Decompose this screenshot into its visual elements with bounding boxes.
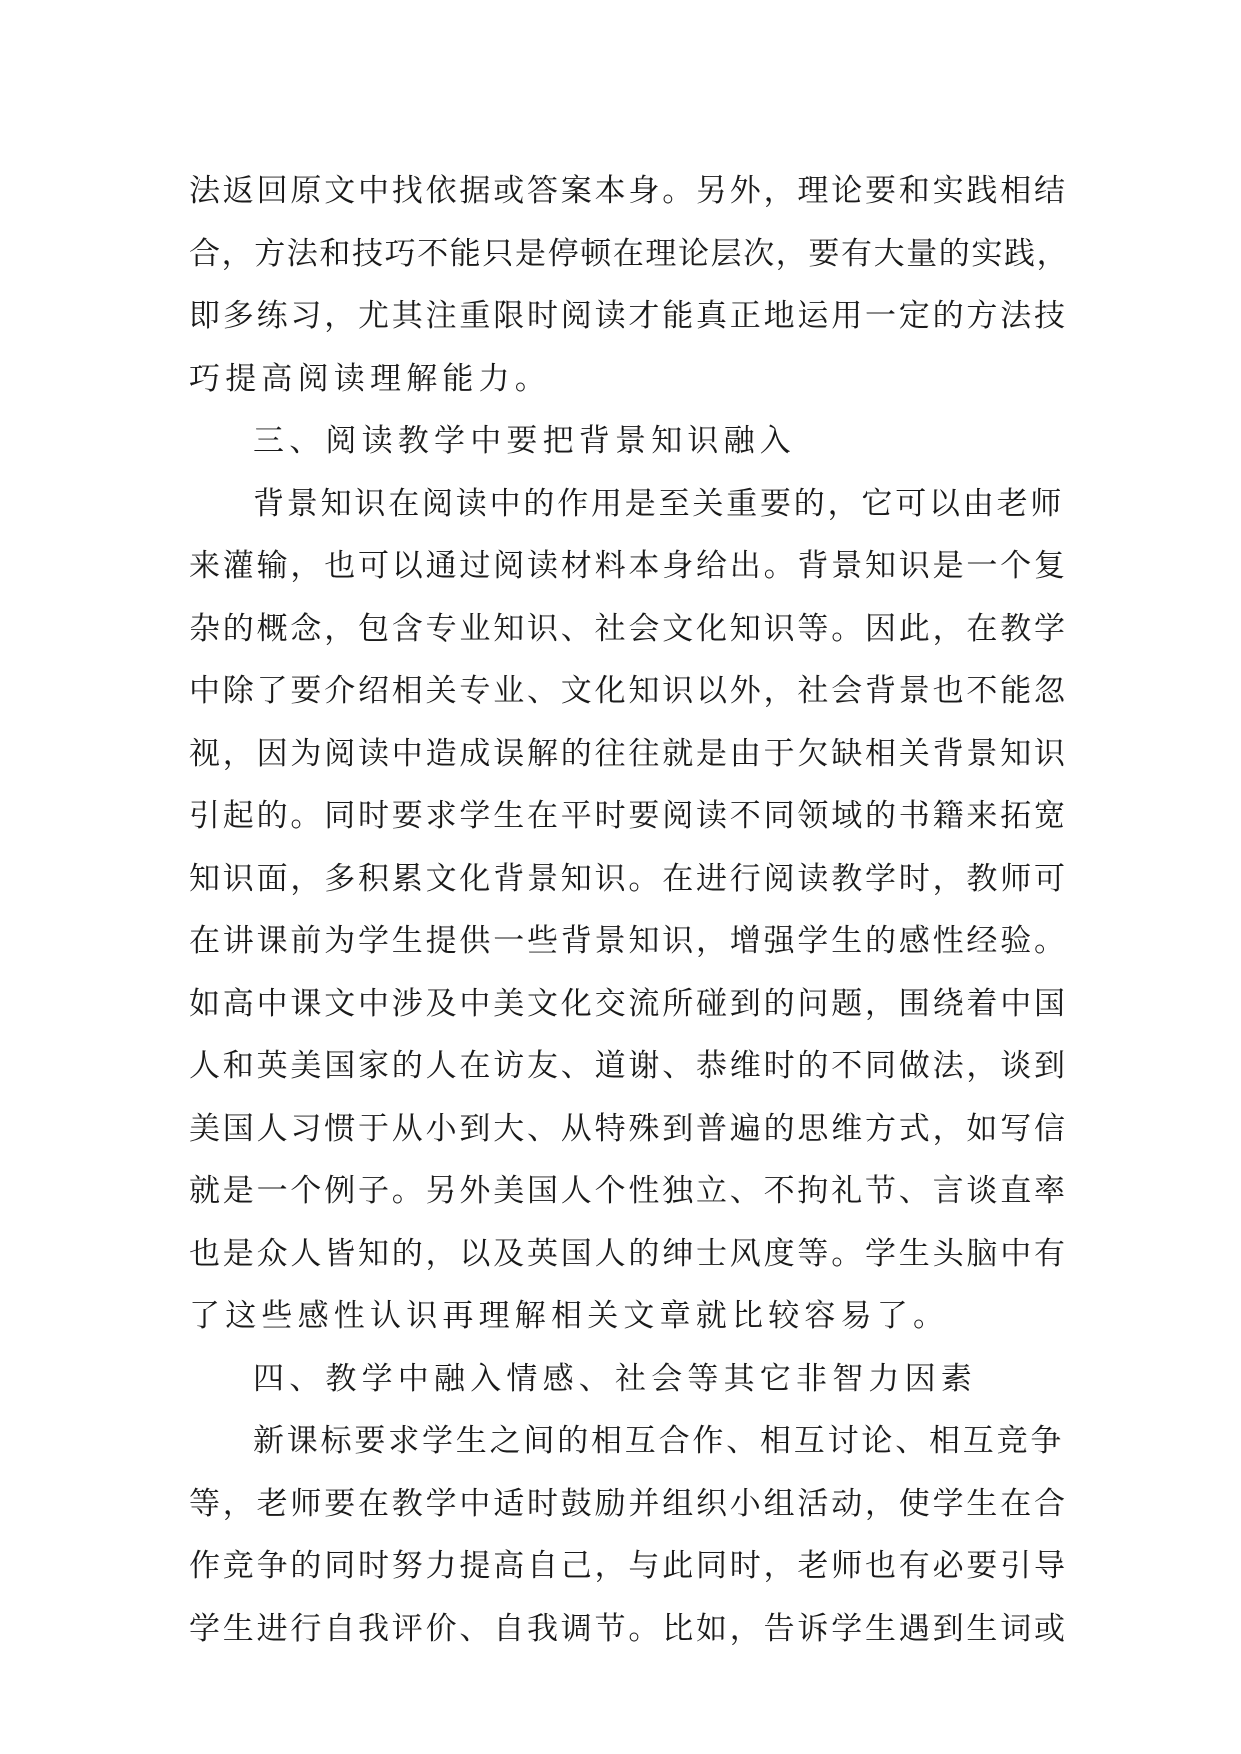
text-line: 了这些感性认识再理解相关文章就比较容易了。 xyxy=(189,1298,950,1334)
body-text xyxy=(189,160,1069,1660)
text-line: 引起的。同时要求学生在平时要阅读不同领域的书籍来拓宽 xyxy=(189,798,1068,834)
text-line: 等，老师要在教学中适时鼓励并组织小组活动，使学生在合 xyxy=(189,1485,1068,1522)
text-line: 知识面，多积累文化背景知识。在进行阅读教学时，教师可 xyxy=(189,860,1068,897)
text-line: 视，因为阅读中造成误解的往往就是由于欠缺相关背景知识 xyxy=(189,735,1068,772)
text-line: 法返回原文中找依据或答案本身。另外，理论要和实践相结 xyxy=(189,173,1068,209)
text-line: 即多练习，尤其注重限时阅读才能真正地运用一定的方法技 xyxy=(189,298,1068,334)
text-line: 巧提高阅读理解能力。 xyxy=(189,360,551,397)
text-line: 新课标要求学生之间的相互合作、相互讨论、相互竞争 xyxy=(253,1423,1065,1459)
text-line: 也是众人皆知的，以及英国人的绅士风度等。学生头脑中有 xyxy=(189,1235,1068,1272)
text-line: 中除了要介绍相关专业、文化知识以外，社会背景也不能忽 xyxy=(189,673,1068,709)
text-line: 合，方法和技巧不能只是停顿在理论层次，要有大量的实践， xyxy=(189,235,1070,272)
text-line: 学生进行自我评价、自我调节。比如，告诉学生遇到生词或 xyxy=(189,1610,1068,1647)
section-heading: 四、教学中融入情感、社会等其它非智力因素 xyxy=(253,1360,977,1397)
text-line: 作竞争的同时努力提高自己，与此同时，老师也有必要引导 xyxy=(189,1548,1068,1584)
text-line: 就是一个例子。另外美国人个性独立、不拘礼节、言谈直率 xyxy=(189,1173,1068,1209)
text-line: 杂的概念，包含专业知识、社会文化知识等。因此，在教学 xyxy=(189,610,1068,647)
text-line: 人和英美国家的人在访友、道谢、恭维时的不同做法，谈到 xyxy=(189,1048,1068,1084)
text-line: 在讲课前为学生提供一些背景知识，增强学生的感性经验。 xyxy=(189,923,1068,959)
text-line: 美国人习惯于从小到大、从特殊到普遍的思维方式，如写信 xyxy=(189,1110,1068,1147)
section-heading: 三、阅读教学中要把背景知识融入 xyxy=(253,423,796,459)
text-line: 背景知识在阅读中的作用是至关重要的，它可以由老师 xyxy=(253,485,1065,522)
text-line: 如高中课文中涉及中美文化交流所碰到的问题，围绕着中国 xyxy=(189,985,1068,1022)
text-line: 来灌输，也可以通过阅读材料本身给出。背景知识是一个复 xyxy=(189,548,1068,584)
